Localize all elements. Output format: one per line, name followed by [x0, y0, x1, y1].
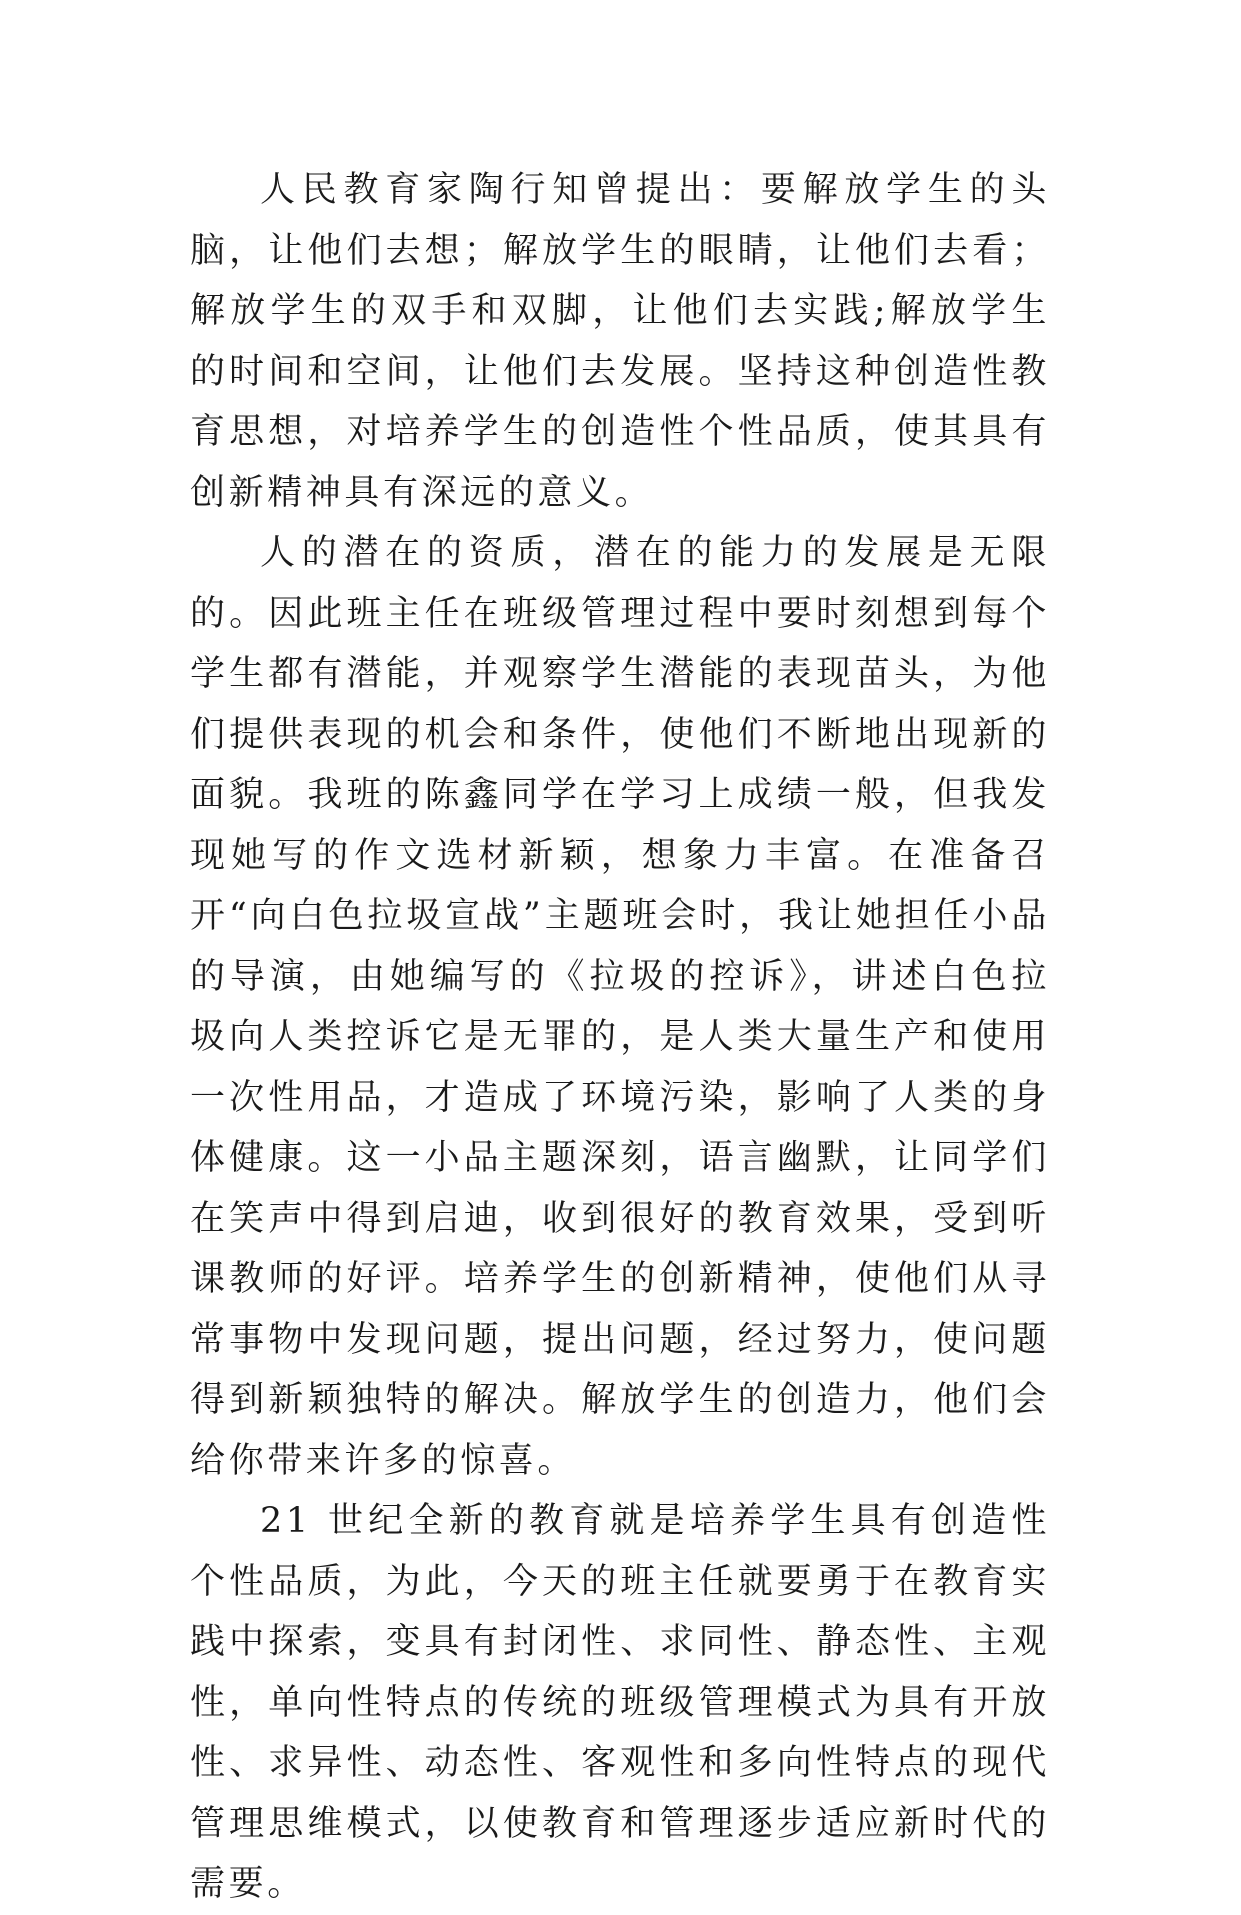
document-body: [190, 160, 1050, 1915]
paragraph-1: 人民教育家陶行知曾提出：要解放学生的头脑，让他们去想；解放学生的眼睛，让他们去看；解放学生的双手和双脚，让他们去实践;解放学生的时间和空间，让他们去发展。坚持这种创造性教育思想，对培养学生的创造性个性品质，使其具有创新精神具有深远的意义。: [190, 170, 1050, 513]
paragraph-3: 21 世纪全新的教育就是培养学生具有创造性个性品质，为此，今天的班主任就要勇于在教育实践中探索，变具有封闭性、求同性、静态性、主观性，单向性特点的传统的班级管理模式为具有开放性、求异性、动态性、客观性和多向性特点的现代管理思维模式，以使教育和管理逐步适应新时代的需要。: [190, 1501, 1050, 1904]
paragraph-2: 人的潜在的资质，潜在的能力的发展是无限的。因此班主任在班级管理过程中要时刻想到每个学生都有潜能，并观察学生潜能的表现苗头，为他们提供表现的机会和条件，使他们不断地出现新的面貌。我班的陈鑫同学在学习上成绩一般，但我发现她写的作文选材新颖，想象力丰富。在准备召开“向白色拉圾宣战”主题班会时，我让她担任小品的导演，由她编写的《拉圾的控诉》，讲述白色拉圾向人类控诉它是无罪的，是人类大量生产和使用一次性用品，才造成了环境污染，影响了人类的身体健康。这一小品主题深刻，语言幽默，让同学们在笑声中得到启迪，收到很好的教育效果，受到听课教师的好评。培养学生的创新精神，使他们从寻常事物中发现问题，提出问题，经过努力，使问题得到新颖独特的解决。解放学生的创造力，他们会给你带来许多的惊喜。: [190, 533, 1050, 1481]
